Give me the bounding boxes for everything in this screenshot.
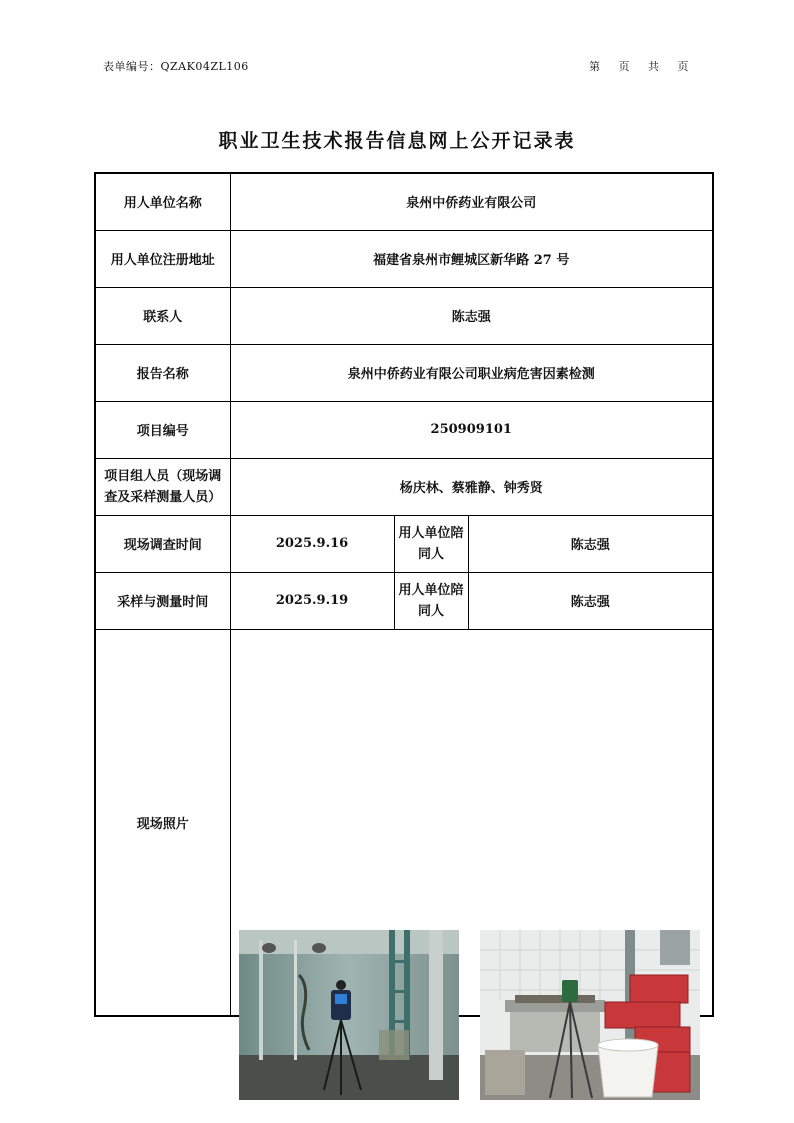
team-value: 杨庆林、蔡雅静、钟秀贤 <box>230 458 713 515</box>
sampling-companion-value: 陈志强 <box>468 572 713 629</box>
table-row <box>95 230 713 287</box>
contact-value: 陈志强 <box>230 287 713 344</box>
site-photo-meter-tripod-crates <box>480 930 700 1100</box>
survey-time-value: 2025.9.16 <box>230 515 394 572</box>
contact-label: 联系人 <box>95 287 230 344</box>
employer-address-label: 用人单位注册地址 <box>95 230 230 287</box>
survey-time-label: 现场调查时间 <box>95 515 230 572</box>
employer-name-value: 泉州中侨药业有限公司 <box>230 173 713 230</box>
table-row <box>95 287 713 344</box>
table-row <box>95 401 713 458</box>
form-code: 表单编号：QZAK04ZL106 <box>103 60 249 73</box>
sampling-time-label: 采样与测量时间 <box>95 572 230 629</box>
employer-address-value: 福建省泉州市鲤城区新华路 27 号 <box>230 230 713 287</box>
sampling-companion-label: 用人单位陪同人 <box>394 572 468 629</box>
photo-row <box>95 629 713 1016</box>
sampling-time-value: 2025.9.19 <box>230 572 394 629</box>
record-table <box>94 172 714 1017</box>
survey-companion-label: 用人单位陪同人 <box>394 515 468 572</box>
project-no-label: 项目编号 <box>95 401 230 458</box>
table-row <box>95 572 713 629</box>
page-info: 第 页 共 页 <box>589 60 689 73</box>
table-row <box>95 458 713 515</box>
report-name-value: 泉州中侨药业有限公司职业病危害因素检测 <box>230 344 713 401</box>
page-title: 职业卫生技术报告信息网上公开记录表 <box>218 130 576 152</box>
table-row <box>95 173 713 230</box>
employer-name-label: 用人单位名称 <box>95 173 230 230</box>
table-row <box>95 344 713 401</box>
team-label: 项目组人员（现场调查及采样测量人员） <box>95 458 230 515</box>
project-no-value: 250909101 <box>230 401 713 458</box>
table-row <box>95 515 713 572</box>
site-photos-cell <box>230 629 713 1016</box>
site-photos-label: 现场照片 <box>95 629 230 1016</box>
site-photo-meter-tripod-tanks <box>239 930 459 1100</box>
report-name-label: 报告名称 <box>95 344 230 401</box>
survey-companion-value: 陈志强 <box>468 515 713 572</box>
